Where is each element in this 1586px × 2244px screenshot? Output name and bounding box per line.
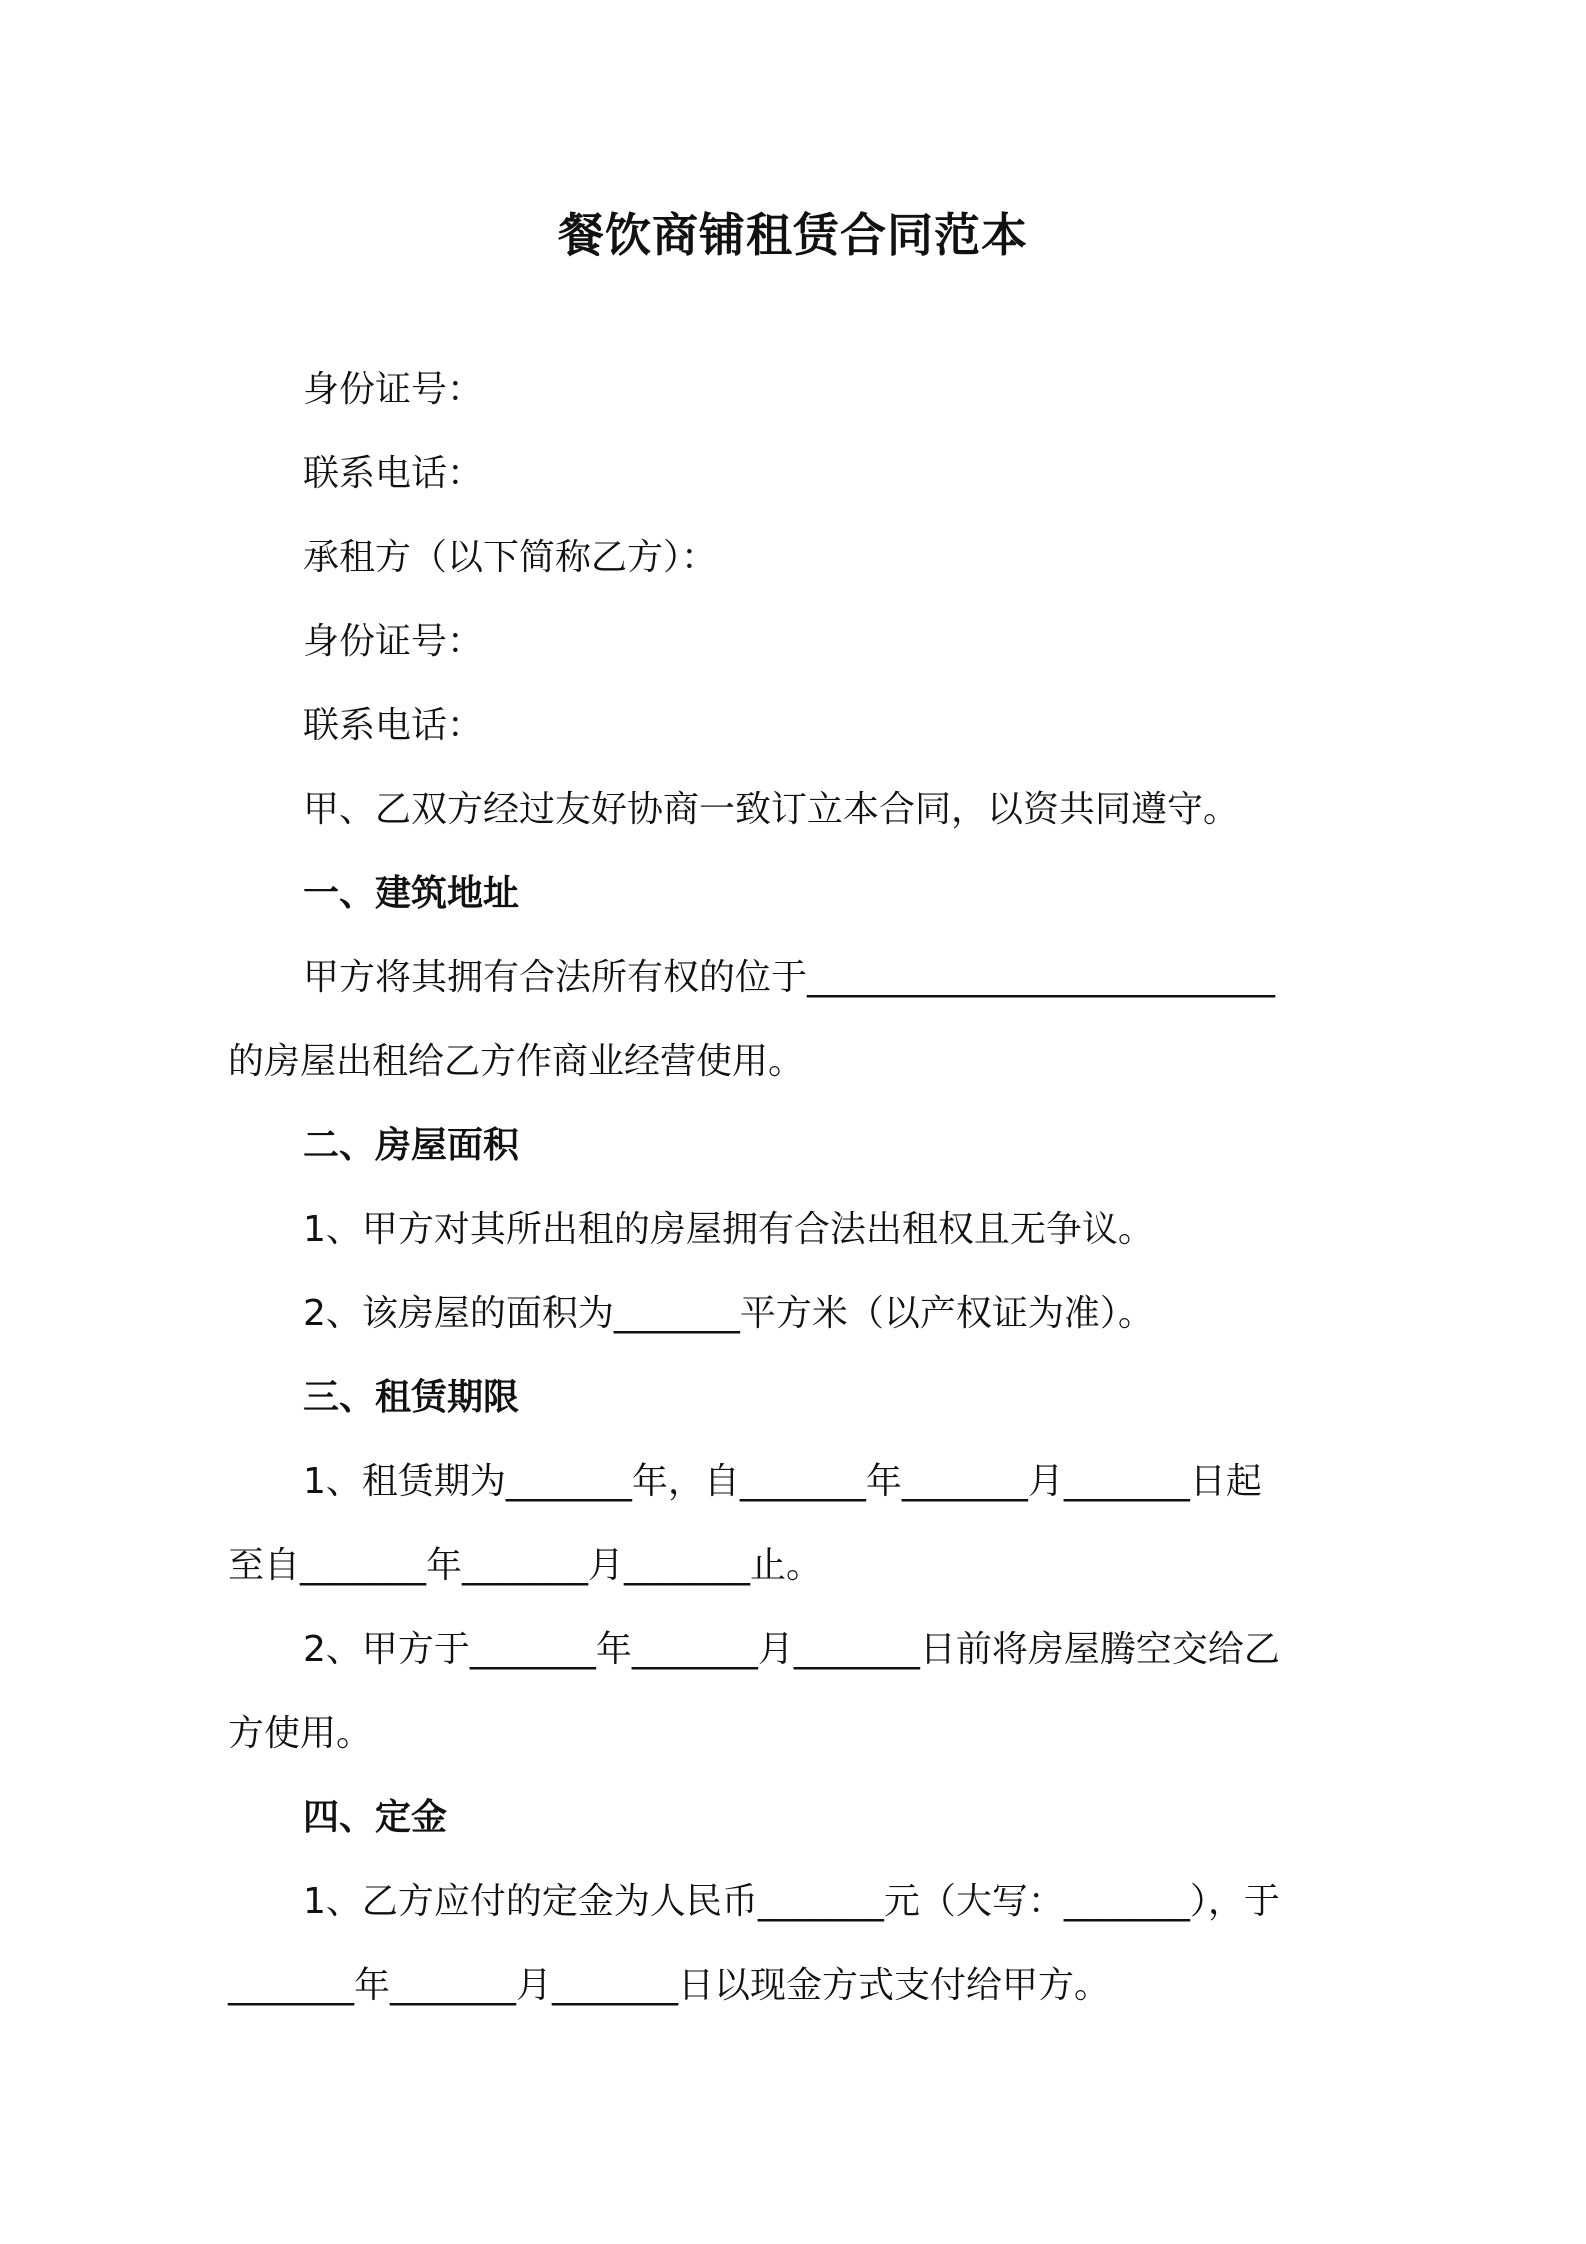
section-heading-term: 三、租赁期限	[303, 1377, 520, 1418]
document-title: 餐饮商铺租赁合同范本	[558, 208, 1028, 262]
deposit-clause-1-line-2: _______年_______月_______日以现金方式支付给甲方。	[228, 1965, 1111, 2006]
term-clause-1-line-2: 至自_______年_______月_______止。	[228, 1545, 823, 1586]
term-clause-2-line-2: 方使用。	[228, 1713, 373, 1754]
lessee-id-number-line: 身份证号：	[303, 621, 484, 662]
section-heading-address: 一、建筑地址	[303, 873, 520, 914]
section-heading-deposit: 四、定金	[303, 1797, 448, 1838]
lessor-id-number-line: 身份证号：	[303, 369, 484, 410]
term-clause-2-line-1: 2、甲方于_______年_______月_______日前将房屋腾空交给乙	[303, 1629, 1280, 1670]
area-clause-1: 1、甲方对其所出租的房屋拥有合法出租权且无争议。	[303, 1209, 1154, 1250]
agreement-paragraph: 甲、乙双方经过友好协商一致订立本合同，以资共同遵守。	[303, 789, 1240, 830]
section-heading-area: 二、房屋面积	[303, 1125, 520, 1166]
lessor-phone-line: 联系电话：	[303, 453, 484, 494]
term-clause-1-line-1: 1、租赁期为_______年，自_______年_______月_______日起	[303, 1461, 1262, 1502]
lessee-name-line: 承租方（以下简称乙方）：	[303, 537, 718, 578]
area-clause-2: 2、该房屋的面积为_______平方米（以产权证为准）。	[303, 1293, 1154, 1334]
deposit-clause-1-line-1: 1、乙方应付的定金为人民币_______元（大写：_______），于	[303, 1881, 1280, 1922]
address-paragraph-line-1: 甲方将其拥有合法所有权的位于__________________________	[303, 957, 1276, 998]
address-paragraph-line-2: 的房屋出租给乙方作商业经营使用。	[228, 1041, 805, 1082]
lessee-phone-line: 联系电话：	[303, 705, 484, 746]
